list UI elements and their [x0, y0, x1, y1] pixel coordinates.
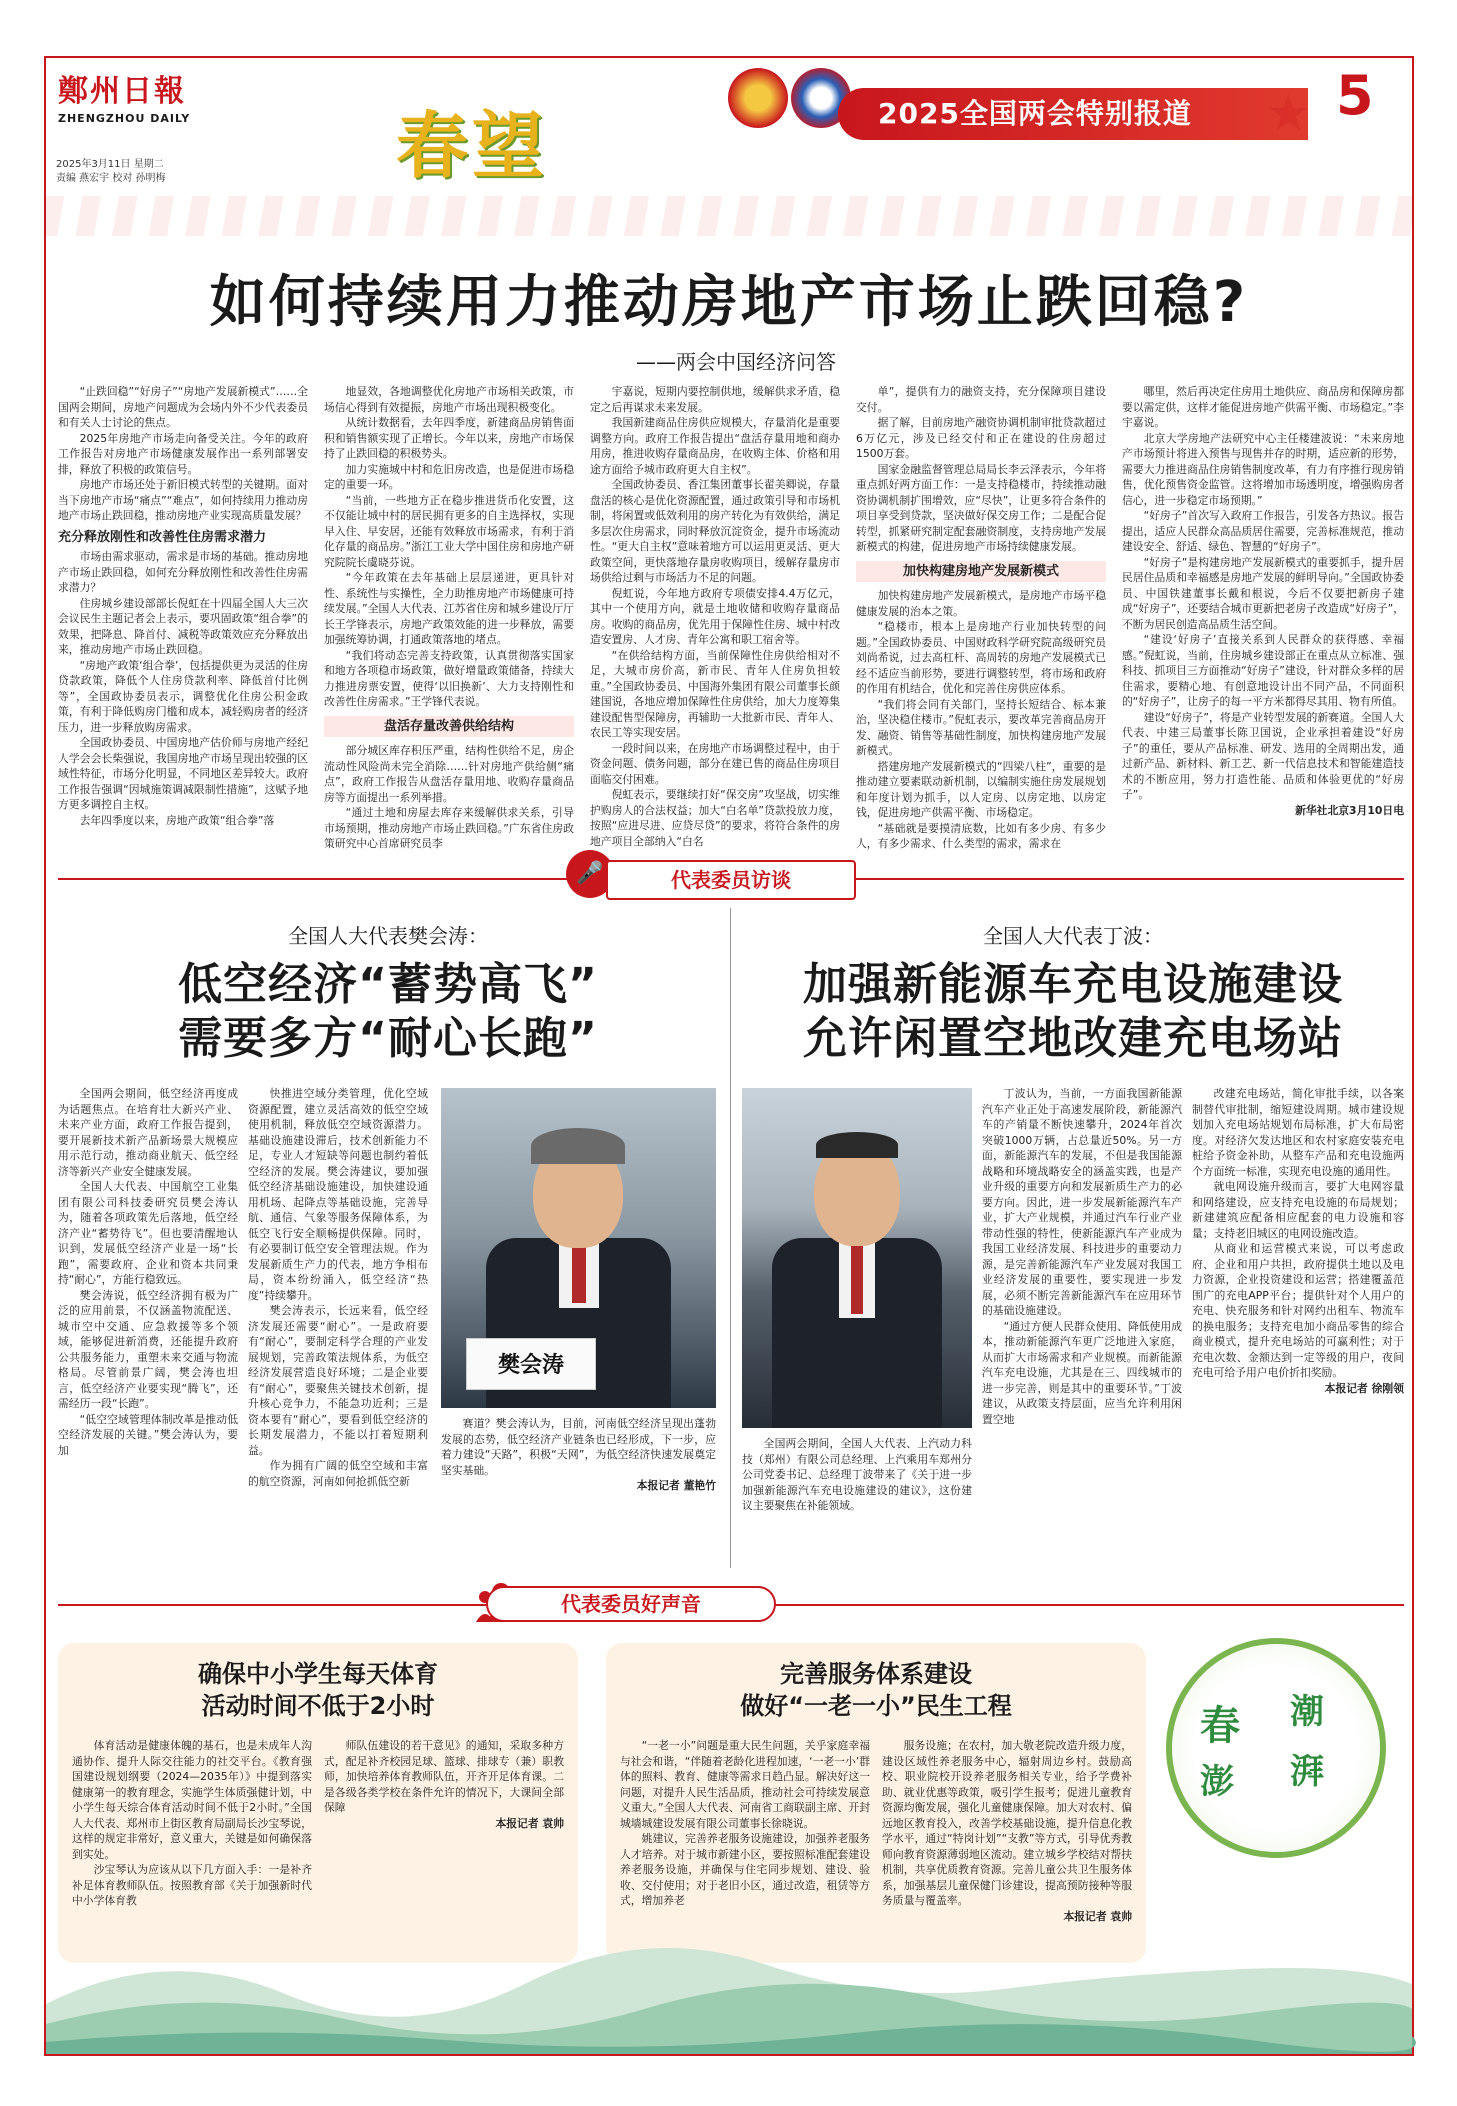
paragraph: “一老一小”问题是重大民生问题，关乎家庭幸福与社会和谐，“伴随着老龄化进程加速，‘一老一小’群体的照料、教育、健康等需求日趋凸显。解决好这一问题，对提升人民生活品质，推动社会可持续发展意义重大。”全国人大代表、河南省工商联副主席、开封城墙城建设发展有限公司董事长徐晓说。 — [620, 1739, 870, 1830]
lead-column-1 — [58, 384, 308, 832]
paragraph: 2025年房地产市场走向备受关注。今年的政府工作报告对房地产市场健康发展作出一系列部署安排，释放了积极的政策信号。 — [58, 431, 308, 476]
badge-character: 潮 — [1290, 1692, 1324, 1732]
lead-column-5 — [1122, 384, 1404, 832]
paragraph: 改建充电场站，简化审批手续，以各案制替代审批制，缩短建设周期。城市建设规划加入充电场站规划布局标准，扩大布局密度。对经济欠发达地区和农村家庭安装充电桩给予资金补助，从整车产品和充电设施两个方面统一标准，实现充电设施的通用性。 — [1192, 1087, 1404, 1178]
paragraph: 单”，提供有力的融资支持，充分保障项目建设交付。 — [856, 385, 1106, 414]
paragraph: 师队伍建设的若干意见》的通知，采取多种方式，配足补齐校园足球、篮球、排球专（兼）职教师，加快培养体育教师队伍，开齐开足体育课。二是各级各类学校在条件允许的情况下，大课间全部保障 — [324, 1739, 564, 1814]
title-line: 做好“一老一小”民生工程 — [740, 1692, 1012, 1720]
left-article-kicker: 全国人大代表樊会涛： — [288, 924, 488, 948]
paragraph: 全国两会期间，低空经济再度成为话题焦点。在培育壮大新兴产业、未来产业方面，政府工作报告提到，要开展新技术新产品新场景大规模应用示范行动，推动商业航天、低空经济等新兴产业安全健康发展。 — [58, 1087, 238, 1178]
nameplate: 樊会涛 — [466, 1338, 596, 1390]
paragraph: “稳楼市，根本上是房地产行业加快转型的问题。”全国政协委员、中国财政科学研究院高级研究员刘尚希说，过去高杠杆、高周转的房地产发展模式已经不适应当前形势，要进行调整转型，将市场和政府的作用有机结合，优化和完善住房供应体系。 — [856, 620, 1106, 695]
paragraph: 全国两会期间，全国人大代表、上汽动力科技（郑州）有限公司总经理、上汽乘用车郑州分公司党委书记、总经理丁波带来了《关于进一步加强新能源汽车充电设施建设的建议》，这份建议主要聚焦在补能领域。 — [742, 1437, 972, 1512]
paragraph: 据了解，目前房地产融资协调机制审批贷款超过6万亿元，涉及已经交付和正在建设的住房超过1500万套。 — [856, 416, 1106, 460]
section-title — [376, 78, 576, 198]
sports-article-title — [58, 1658, 578, 1722]
title-line: 确保中小学生每天体育 — [198, 1660, 438, 1688]
paragraph: 市场由需求驱动，需求是市场的基础。推动房地产市场止跌回稳，如何充分释放刚性和改善性住房需求潜力？ — [58, 550, 308, 594]
paragraph: 搭建房地产发展新模式的“四梁八柱”，重要的是推动建立要素联动新机制，以编制实施住房发展规划和年度计划为抓手，以人定房、以房定地、以房定钱，促进房地产供需平衡、市场稳定。 — [856, 759, 1106, 819]
logo-english: ZHENGZHOU DAILY — [58, 112, 191, 125]
paragraph: 全国政协委员、中国房地产估价师与房地产经纪人学会会长柴强说，我国房地产市场呈现出较强的区域性特征，市场分化明显，不同地区差异较大。政府工作报告强调“因城施策调减限制性措施”，这赋予地方更多调控自主权。 — [58, 736, 308, 811]
paragraph: 哪里，然后再决定住房用土地供应、商品房和保障房都要以需定供，这样才能促进房地产供需平衡、市场稳定。”李宇嘉说。 — [1122, 385, 1404, 429]
paragraph: “我们将动态完善支持政策，认真贯彻落实国家和地方各项稳市场政策，做好增量政策储备，持续大力推进房票安置，使得‘以旧换新’、大力支持刚性和改善性住房需求。”王学锋代表说。 — [324, 648, 574, 708]
badge-character: 湃 — [1290, 1752, 1324, 1792]
column-divider — [730, 908, 731, 1568]
paragraph: 快推进空域分类管理，优化空域资源配置，建立灵活高效的低空空域使用机制，释放低空空域资源潜力。基础设施建设滞后，技术创新能力不足，专业人才短缺等问题也制约着低空经济的发展。樊会涛建议，要加强低空经济基础设施建设，加快建设通用机场、起降点等基础设施，完善导航、通信、气象等服务保障体系，为低空飞行安全顺畅提供保障。同时，有必要制订低空安全管理法规。作为发展新质生产力的代表，地方争相布局，资本纷纷涌入，低空经济“热度”持续攀升。 — [248, 1087, 428, 1302]
mountain-landscape-decoration — [46, 1894, 1412, 2054]
paragraph: “房地产政策‘组合拳’，包括提供更为灵活的住房贷款政策，降低个人住房贷款利率、降低首付比例等”，全国政协委员表示，调整优化住房公积金政策，有利于降低购房门槛和成本，减轻购房者的经济压力，进一步释放购房需求。 — [58, 658, 308, 734]
logo-chinese: 鄭州日報 — [58, 74, 186, 109]
left-article-column-2 — [248, 1086, 428, 1566]
paragraph: 我国新建商品住房供应规模大，存量消化是重要调整方向。政府工作报告提出“盘活存量用地和商办用房，推进收购存量商品房，在收购主体、价格和用途方面给予城市政府更大自主权”。 — [590, 416, 840, 476]
paragraph: 全国政协委员、香江集团董事长翟美卿说，存量盘活的核心是优化资源配置，通过政策引导和市场机制，将闲置或低效利用的房产转化为有效供给，满足多层次住房需求，同时释放沉淀资金，提升市场流动性。“更大自主权”意味着地方可以运用更灵活、更大政策空间，更快落地存量房收购项目，缓解存量房市场供给过剩与市场活力不足的问题。 — [590, 478, 840, 584]
lead-subhead: ——两会中国经济问答 — [636, 350, 836, 374]
fan-huitao-photo — [441, 1088, 716, 1408]
lead-headline: 如何持续用力推动房地产市场止跌回稳? — [209, 270, 1249, 335]
paragraph: “建设‘好房子’直接关系到人民群众的获得感、幸福感。”倪虹说，当前，住房城乡建设部正在重点从立标准、强科技、抓项目三方面推动“好房子”建设，针对群众多样的居住需求，要精心地、有创意地设计出不同产品，不同面积的“好房子”，让房子的每一平方米都得尽其用、物有所值。 — [1122, 633, 1404, 708]
lead-column-4 — [856, 384, 1106, 850]
right-article-column-2 — [1192, 1086, 1404, 1566]
section-heading: 加快构建房地产发展新模式 — [856, 561, 1106, 583]
paragraph: 从统计数据看，去年四季度，新建商品房销售面积和销售额实现了正增长。今年以来，房地产市场保持了止跌回稳的积极势头。 — [324, 416, 574, 460]
tie-shape — [572, 1243, 586, 1303]
national-emblem-icon — [728, 68, 788, 128]
title-line: 低空经济“蓄势高飞” — [178, 959, 598, 1010]
paragraph: “今年政策在去年基础上层层递进，更具针对性、系统性与实操性，全力助推房地产市场健康可持续发展。”全国人大代表、江苏省住房和城乡建设厅厅长王学锋表示，房地产政策效能的进一步释放，需要加强统筹协调，打通政策落地的堵点。 — [324, 571, 574, 646]
paragraph: 北京大学房地产法研究中心主任楼建波说：“未来房地产市场预计将进入预售与现售并存的时期，适应新的形势，需要大力推进商品住房销售制度改革，有力有序推行现房销售，优化预售资金监管。这将增加市场透明度，增强购房者信心，进一步稳定市场预期。” — [1122, 431, 1404, 507]
microphone-icon: 🎤 — [566, 850, 614, 898]
decorative-stripes — [46, 196, 1412, 236]
paragraph: 宇嘉说，短期内要控制供地，缓解供求矛盾，稳定之后再谋求未来发展。 — [590, 385, 840, 414]
paragraph: 部分城区库存积压严重，结构性供给不足，房企流动性风险尚未完全消除……针对房地产供给侧“痛点”，政府工作报告从盘活存量用地、收购存量商品房等方面提出一系列举措。 — [324, 744, 574, 804]
paragraph: 体育活动是健康体魄的基石，也是未成年人沟通协作、提升人际交往能力的社交平台。《教育强国建设规划纲要（2024—2035年）》中提到落实健康第一的教育理念，实施学生体质强健计划，中小学生每天综合体育活动时间不低于2小时。”全国人大代表、郑州市上街区教育局副局长沙宝琴说，这样的规定非常好，意义重大，关键是如何确保落到实处。 — [72, 1739, 312, 1861]
masthead — [46, 58, 1412, 208]
reporter-byline: 本报记者 袁帅 — [1063, 1909, 1132, 1923]
hair-shape — [816, 1132, 898, 1158]
paragraph: “低空空域管理体制改革是推动低空经济发展的关键。”樊会涛认为，要加 — [58, 1412, 238, 1457]
right-article-column-1 — [982, 1086, 1182, 1566]
right-article-kicker: 全国人大代表丁波： — [983, 924, 1163, 948]
paragraph: 赛道？樊会涛认为，目前，河南低空经济呈现出蓬勃发展的态势，低空经济产业链条也已经形成，下一步，应着力建设“天路”，积极“天网”，为低空经济快速发展奠定坚实基础。 — [441, 1417, 716, 1477]
title-line: 加强新能源车充电设施建设 — [803, 959, 1343, 1010]
paragraph: 从商业和运营模式来说，可以考虑政府、企业和用户共担，政府提供土地以及电力资源，企业投资建设和运营；搭建覆盖范围广的充电APP平台；提供针对个人用户的充电、快充服务和针对网约出租车、物流车的换电服务；支持充电加小商品零售的综合商业模式，提升充电场站的可赢利性；对于充电次数、金额达到一定等级的用户，夜间充电可给予用户电价折扣奖励。 — [1192, 1242, 1404, 1379]
paragraph: 房地产市场还处于新旧模式转型的关键期。面对当下房地产市场“痛点”“难点”，如何持续用力推动房地产市场止跌回稳，推动房地产业实现高质量发展？ — [58, 478, 308, 522]
paragraph: “在供给结构方面，当前保障性住房供给相对不足，大城市房价高，新市民、青年人住房负担较重。”全国政协委员、中国海外集团有限公司董事长颜建国说，各地应增加保障性住房供给，加大力度筹集建设配售型保障房，再辅助一大批新市民、青年人、农民工等实现安居。 — [590, 648, 840, 739]
reporter-byline: 本报记者 董艳竹 — [636, 1479, 716, 1492]
paragraph: “我们将会同有关部门，坚持长短结合、标本兼治，坚决稳住楼市。”倪虹表示，要改革完善商品房开发、融资、销售等基础性制度，加快构建房地产发展新模式。 — [856, 697, 1106, 757]
paragraph: 一段时间以来，在房地产市场调整过程中，由于资金问题、债务问题，部分在建已售的商品住房项目面临交付困难。 — [590, 741, 840, 786]
badge-character: 春 — [1200, 1702, 1240, 1749]
lead-column-3 — [590, 384, 840, 848]
lead-column-2 — [324, 384, 574, 850]
title-line: 需要多方“耐心长跑” — [178, 1013, 598, 1064]
paragraph: 全国人大代表、中国航空工业集团有限公司科技委研究员樊会涛认为，随着各项政策先后落地，低空经济产业“蓄势待飞”。但也要清醒地认识到，发展低空经济产业是一场“长跑”，需要政府、企业和资本共同秉持“耐心”，方能行稳致远。 — [58, 1180, 238, 1286]
star-icon: ★ — [1266, 84, 1311, 142]
paragraph: 沙宝琴认为应该从以下几方面入手：一是补齐补足体育教师队伍。按照教育部《关于加强新时代中小学体育教 — [72, 1863, 312, 1907]
paragraph: 地显效，各地调整优化房地产市场相关政策，市场信心得到有效提振，房地产市场出现积极变化。 — [324, 385, 574, 414]
newspaper-logo — [58, 66, 198, 125]
reporter-byline: 本报记者 袁帅 — [495, 1816, 564, 1830]
paragraph: “通过土地和房屋去库存来缓解供求关系，引导市场预期，推动房地产市场止跌回稳。”广东省住房政策研究中心首席研究员李 — [324, 806, 574, 850]
left-article-title — [58, 958, 718, 1066]
page-number: 5 — [1336, 64, 1374, 127]
hair-shape — [531, 1128, 625, 1164]
title-line: 完善服务体系建设 — [780, 1660, 972, 1688]
paragraph: “基础就是要摸清底数，比如有多少房、有多少人，有多少需求、什么类型的需求，需求在 — [856, 821, 1106, 850]
paragraph: “通过方便人民群众使用、降低使用成本，推动新能源汽车更广泛地进入家庭，从而扩大市场需求和产业规模。而新能源汽车充电设施，尤其是在三、四线城市的进一步完善，则是其中的重要环节。”丁波建议，从政策支持层面，应当允许利用闲置空地 — [982, 1319, 1182, 1426]
paragraph: “好房子”是构建房地产发展新模式的重要抓手，提升居民居住品质和幸福感是房地产发展的鲜明导向。”全国政协委员、中国铁建董事长戴和根说，今后不仅要把新房子建成“好房子”，还要结合城市更新把老房子改造成“好房子”，不断为居民创造高品质生活空间。 — [1122, 555, 1404, 631]
paragraph: “当前，一些地方正在稳步推进货币化安置，这不仅能让城中村的居民拥有更多的自主选择权，实现早入住、早安居，还能有效释放市场需求，有利于消化存量的商品房。”浙江工业大学中国住房和房地产研究院院长虞晓芬说。 — [324, 493, 574, 569]
spring-tide-badge — [1166, 1638, 1386, 1858]
paragraph: 服务设施；在农村，加大敬老院改造升级力度，建设区域性养老服务中心，辐射周边乡村。鼓励高校、职业院校开设养老服务相关专业，给予学费补助、就业优惠等政策，吸引学生报考；促进儿童教育资源均衡发展，强化儿童健康保障。加大对农村、偏远地区教育投入，改善学校基础设施，提升信息化教学水平，通过“特岗计划”“支教”等方式，引导优秀教师向教育资源薄弱地区流动。建立城乡学校结对帮扶机制，共享优质教育资源。完善儿童公共卫生服务体系，加强基层儿童保健门诊建设，提高预防接种等服务质量与覆盖率。 — [882, 1739, 1132, 1907]
paragraph: 樊会涛表示，长远来看，低空经济发展还需要“耐心”。一是政府要有“耐心”，要制定科学合理的产业发展规划，完善政策法规体系，为低空经济发展营造良好环境；二是企业要有“耐心”，要聚焦关键技术创新，提升核心竞争力，不能急功近利；三是资本要有“耐心”，要看到低空经济的长期发展潜力，不能以打着短期利益。 — [248, 1304, 428, 1457]
paragraph: 姚建议，完善养老服务设施建设，加强养老服务人才培养。对于城市新建小区，要按照标准配套建设养老服务设施，并确保与住宅同步规划、建设、验收、交付使用；对于老旧小区，通过改造，租赁等方式，增加养老 — [620, 1832, 870, 1907]
newspaper-page — [44, 56, 1414, 2056]
elderly-child-article-title — [606, 1658, 1146, 1722]
issue-date: 2025年3月11日 星期二 — [56, 159, 164, 170]
paragraph: “止跌回稳”“好房子”“房地产发展新模式”……全国两会期间，房地产问题成为会场内外不少代表委员和有关人士讨论的焦点。 — [58, 385, 308, 429]
paragraph: 樊会涛说，低空经济拥有极为广泛的应用前景，不仅涵盖物流配送、城市空中交通、应急救援等多个领域，能够促进新消费，还能提升政府公共服务能力，重塑未来交通与物流格局。尽管前景广阔，樊会涛也坦言，低空经济产业要实现“腾飞”，还需经历一段“长跑”。 — [58, 1288, 238, 1410]
section-heading: 充分释放刚性和改善性住房需求潜力 — [58, 529, 267, 545]
paragraph: 丁波认为，当前，一方面我国新能源汽车产业正处于高速发展阶段，新能源汽车的产销量不断快速攀升，2024年首次突破1000万辆，占总量近50%。另一方面，新能源汽车的发展，不但是我国能源战略和环境战略安全的涵盖实践，也是产业升级的重要方向和发展新质生产力的必要方向。因此，进一步发展新能源汽车产业，扩大产业规模，并通过汽车行业产业带动性强的特性，使新能源汽车产业成为我国工业经济发展、科技进步的重要动力源，是完善新能源汽车产业发展对我国工业经济发展的重要性，要实现进一步发展，必须不断完善新能源汽车在应用环节的基础设施建设。 — [982, 1087, 1182, 1317]
title-line: 活动时间不低于2小时 — [201, 1692, 435, 1720]
section-heading: 盘活存量改善供给结构 — [324, 716, 574, 738]
issue-meta — [56, 158, 166, 186]
left-article-caption — [441, 1416, 716, 1494]
badge-character: 澎 — [1200, 1762, 1234, 1802]
paragraph: 加快构建房地产发展新模式，是房地产市场平稳健康发展的治本之策。 — [856, 589, 1106, 618]
right-article-title — [742, 958, 1404, 1066]
dateline: 新华社北京3月10日电 — [1295, 803, 1404, 817]
paragraph: 倪虹说，今年地方政府专项债安排4.4万亿元，其中一个使用方向，就是土地收储和收购存量商品房。收购的商品房，优先用于保障性住房、城中村改造安置房、人才房、青年公寓和职工宿舍等。 — [590, 586, 840, 646]
section-title-text: 春望 — [396, 103, 549, 188]
special-report-banner: 2025全国两会特别报道 — [838, 88, 1308, 140]
paragraph: 住房城乡建设部部长倪虹在十四届全国人大三次会议民生主题记者会上表示，要巩固政策“组合拳”的效果，把降息、降首付、减税等政策效应充分释放出来，推动房地产市场止跌回稳。 — [58, 596, 308, 656]
paragraph: “好房子”首次写入政府工作报告，引发各方热议。报告提出，适应人民群众高品质居住需要，完善标准规范，推动建设安全、舒适、绿色、智慧的“好房子”。 — [1122, 509, 1404, 553]
interview-section-label: 代表委员访谈 — [606, 860, 856, 900]
paragraph: 建设“好房子”，将是产业转型发展的新赛道。全国人大代表、中建三局董事长陈卫国说，企业承担着建设“好房子”的重任，要从产品标准、研发、选用的全周期出发，通过新产品、新材料、新工艺、新一代信息技术和智能建造技术的不断应用，努力打造性能、品质和体验更优的“好房子”。 — [1122, 710, 1404, 801]
paragraph: 倪虹表示，要继续打好“保交房”攻坚战，切实维护购房人的合法权益；加大“白名单”贷款投放力度，按照“应进尽进、应贷尽贷”的要求，将符合条件的房地产项目全部纳入“白名 — [590, 788, 840, 848]
tie-shape — [851, 1244, 863, 1314]
ding-bo-photo — [742, 1088, 972, 1428]
paragraph: 国家金融监督管理总局局长李云泽表示，今年将重点抓好两方面工作：一是支持稳楼市，持续推动融资协调机制扩围增效，应“尽快”，让更多符合条件的项目享受到贷款，坚决做好保交房工作；二是配合促转型，抓紧研究制定配套融资制度，支持房地产发展新模式的构建，促进房地产市场持续健康发展。 — [856, 462, 1106, 553]
title-line: 允许闲置空地改建充电场站 — [803, 1013, 1343, 1064]
right-article-caption — [742, 1436, 972, 1514]
paragraph: 就电网设施升级而言，要扩大电网容量和网络建设，应支持充电设施的布局规划；新建建筑应配备相应配套的电力设施和容量；支持老旧城区的电网设施改造。 — [1192, 1180, 1404, 1240]
left-article-column-1 — [58, 1086, 238, 1566]
issue-editors: 责编 燕宏宇 校对 孙明梅 — [56, 173, 166, 184]
paragraph: 作为拥有广阔的低空空域和丰富的航空资源，河南如何抢抓低空新 — [248, 1459, 428, 1488]
reporter-byline: 本报记者 徐刚领 — [1324, 1381, 1404, 1395]
paragraph: 加力实施城中村和危旧房改造，也是促进市场稳定的重要一环。 — [324, 462, 574, 491]
paragraph: 去年四季度以来，房地产政策“组合拳”落 — [79, 813, 275, 827]
voice-section-label: 代表委员好声音 — [486, 1586, 776, 1622]
